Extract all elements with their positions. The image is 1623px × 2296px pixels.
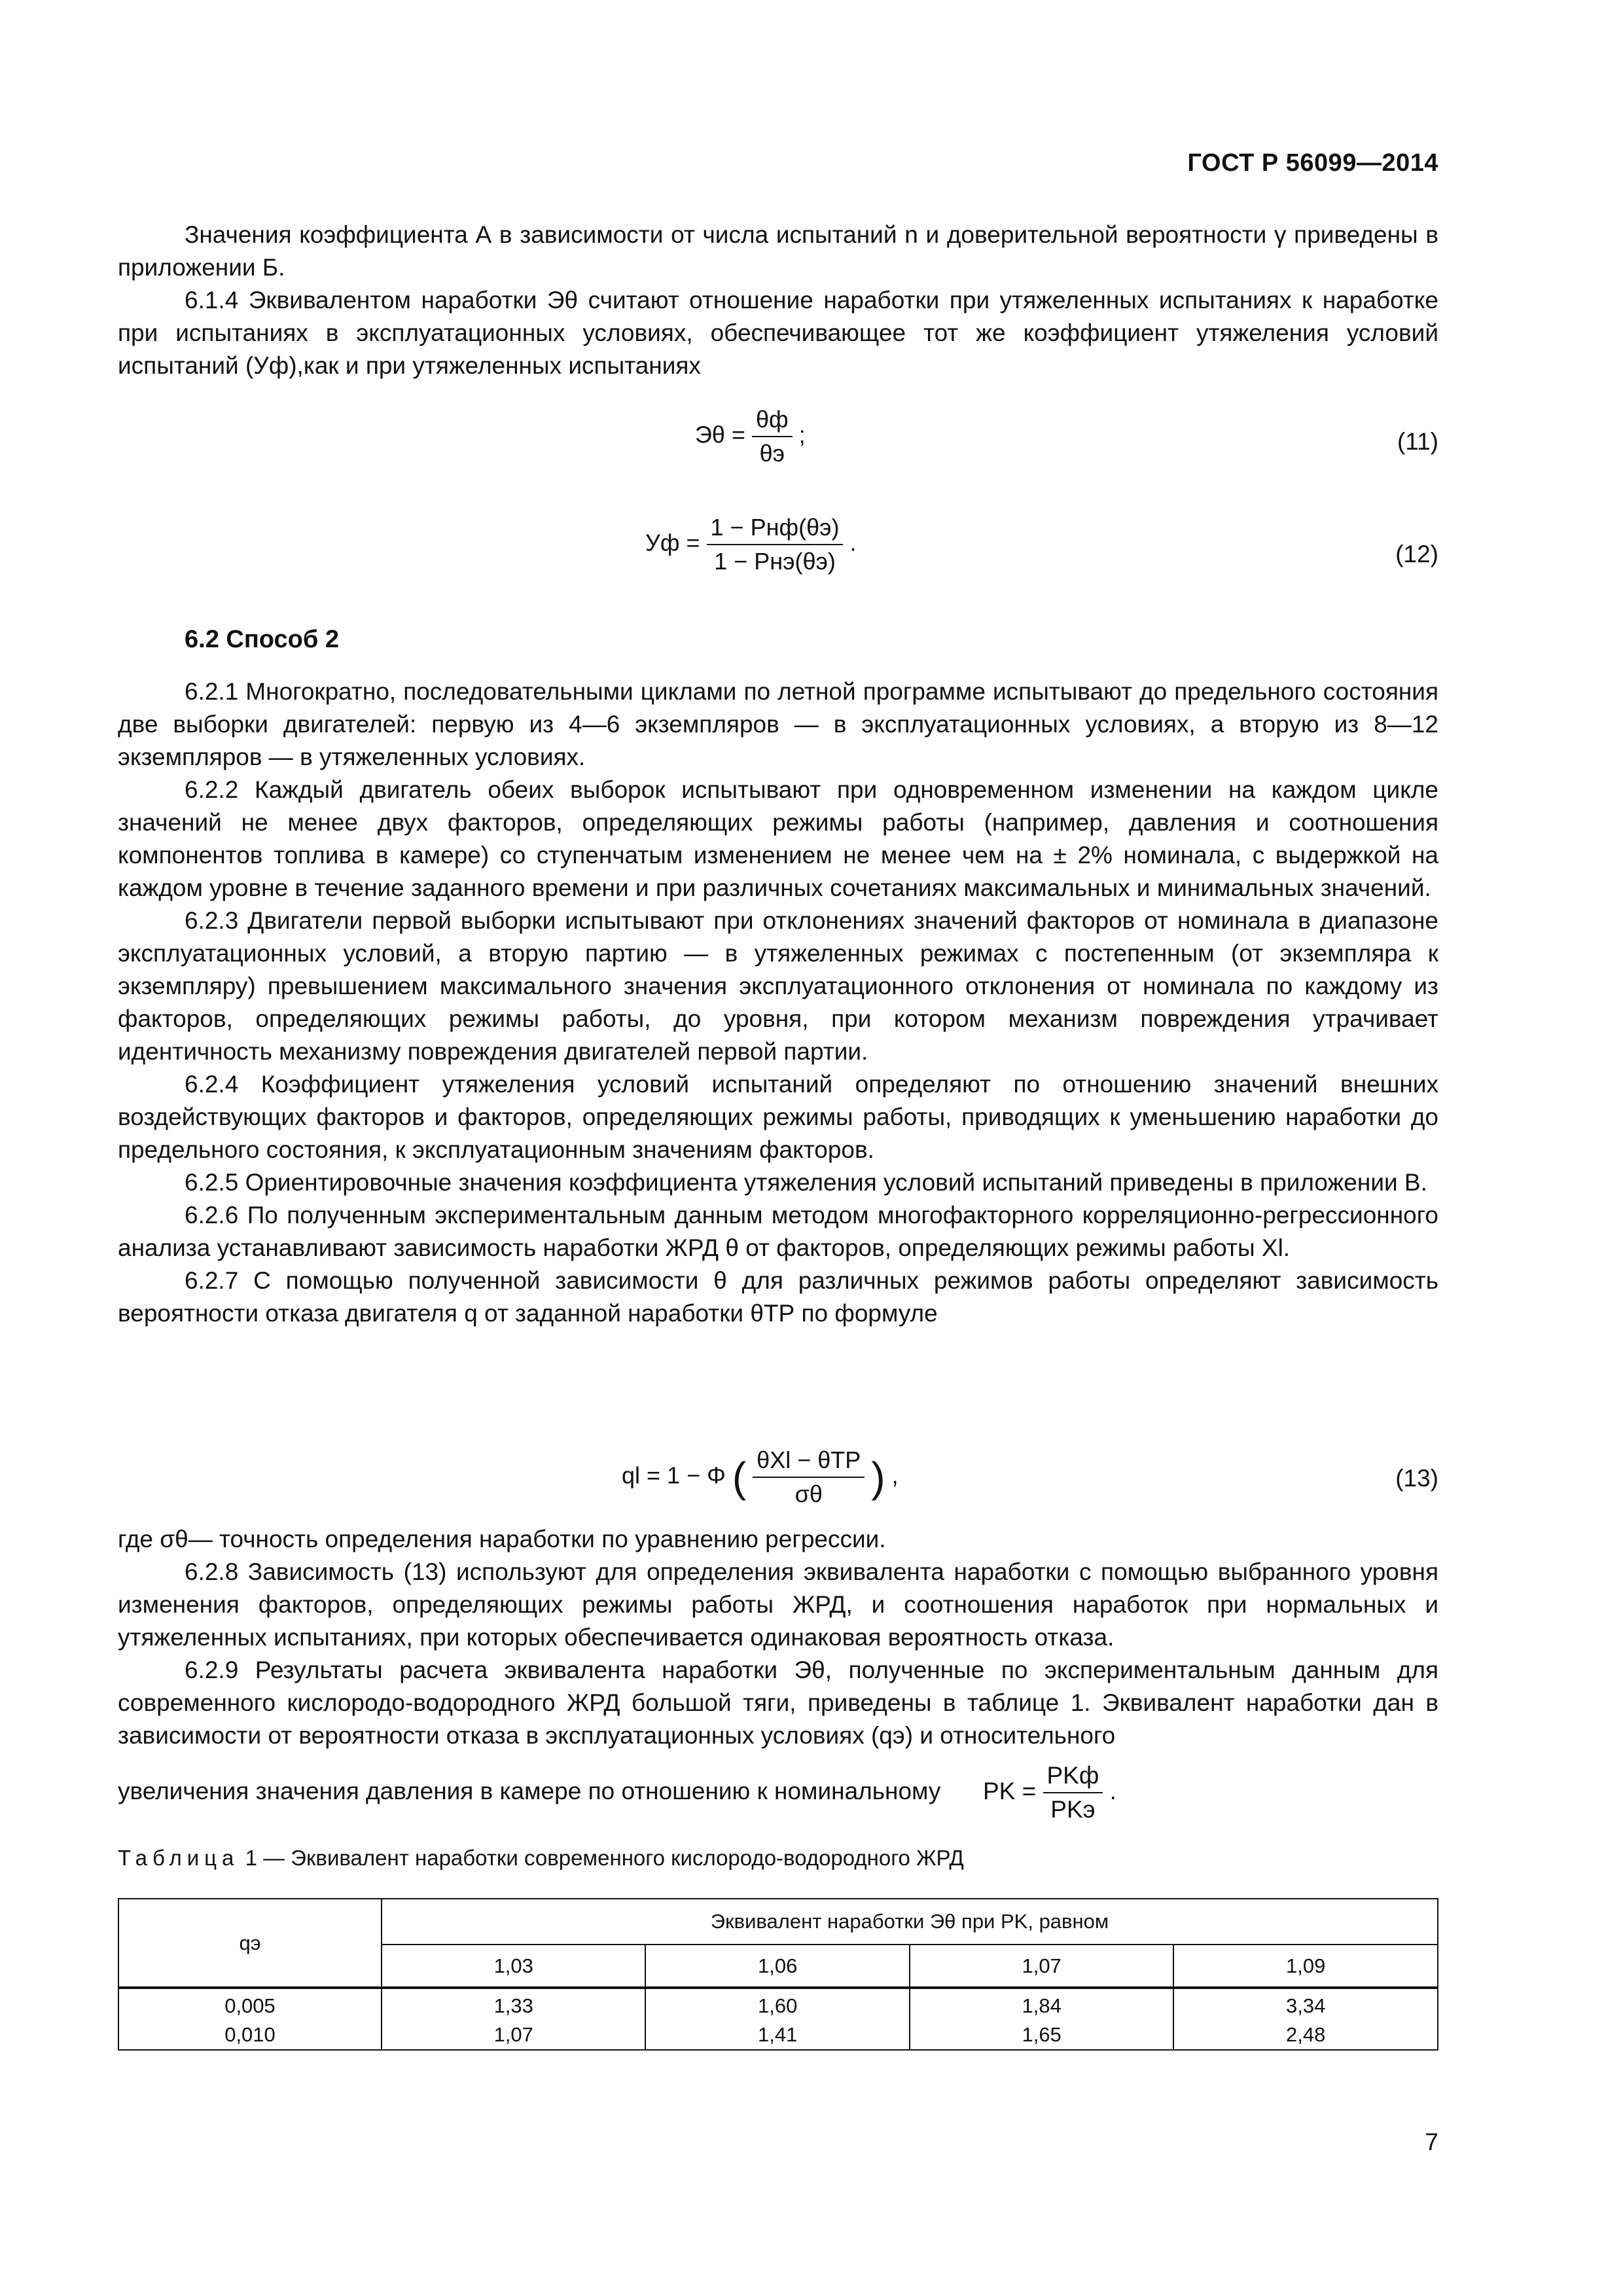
paragraph-6-2-3: 6.2.3 Двигатели первой выборки испытывают при отклонениях значений факторов от номинала в диапазоне эксплуатационных условий, а вторую партию — в утяжеленных режимах с постепенным (от экземпляра к экземпляру) превышением максимального значения эксплуатационного отклонения от номинала по каждому из факторов, определяющих режимы работы, до уровня, при котором механизм повреждения утрачивает идентичность механизму повреждения двигателей первой партии. xyxy=(118,907,1438,1065)
table-col-header: 1,03 xyxy=(382,1945,645,1988)
table-header-row-1 xyxy=(118,1899,1438,1945)
eq11-lhs: Эθ = xyxy=(695,421,745,448)
cell-0-1: 1,60 xyxy=(758,1994,798,2017)
eq12-denominator: 1 − Pнэ(θэ) xyxy=(714,548,836,575)
cell-q-1: 0,010 xyxy=(224,2023,276,2046)
table-col-header: 1,07 xyxy=(910,1945,1173,1988)
cell-1-3: 2,48 xyxy=(1286,2023,1326,2046)
line-pk-relation xyxy=(118,1762,1116,1823)
text-block-lower xyxy=(118,1523,1438,1752)
section-heading: 6.2 Способ 2 xyxy=(185,626,339,653)
eqpk-lhs: PK = xyxy=(982,1777,1037,1804)
table-cell-q xyxy=(118,1988,382,2050)
paragraph-6-2-9: 6.2.9 Результаты расчета эквивалента наработки Эθ, полученные по экспериментальным данным для современного кислородо-водородного ЖРД большой тяги, приведены в таблице 1. Эквивалент наработки дан в зависимости от вероятности отказа в эксплуатационных условиях (qэ) и относительного xyxy=(118,1657,1438,1749)
paragraph-6-2-5: 6.2.5 Ориентировочные значения коэффициента утяжеления условий испытаний приведены в приложении В. xyxy=(185,1169,1427,1196)
text-block-main xyxy=(118,675,1438,1330)
eqpk-fraction xyxy=(1043,1762,1103,1823)
paragraph-6-2-1: 6.2.1 Многократно, последовательными циклами по летной программе испытывают до предельного состояния две выборки двигателей: первую из 4—6 экземпляров — в эксплуатационных условиях, а вторую из 8—12 экземпляров — в утяжеленных условиях. xyxy=(118,678,1438,770)
eqpk-denominator: PKэ xyxy=(1050,1796,1096,1823)
eq11-tail: ; xyxy=(798,421,806,448)
table-group-header: Эквивалент наработки Эθ при PK, равном xyxy=(382,1899,1438,1945)
equation-number-11: (11) xyxy=(1397,428,1438,455)
paragraph-intro: Значения коэффициента А в зависимости от числа испытаний n и доверительной вероятности γ приведены в приложении Б. xyxy=(118,221,1438,281)
paragraph-where: где σθ— точность определения наработки по уравнению регрессии. xyxy=(118,1526,886,1552)
table-col-header: 1,09 xyxy=(1173,1945,1438,1988)
cell-1-2: 1,65 xyxy=(1022,2023,1061,2046)
eq13-fraction xyxy=(753,1446,865,1508)
page-number: 7 xyxy=(1425,2128,1438,2155)
cell-0-2: 1,84 xyxy=(1022,1994,1061,2017)
table-cell xyxy=(910,1988,1173,2050)
eq12-tail: . xyxy=(849,529,857,556)
table-caption xyxy=(118,1846,964,1871)
text-block-top xyxy=(118,219,1438,382)
table-caption-label: Таблица xyxy=(118,1846,240,1870)
table-body-row xyxy=(118,1988,1438,2050)
document-header: ГОСТ Р 56099—2014 xyxy=(1187,149,1438,177)
cell-0-0: 1,33 xyxy=(493,1994,533,2017)
cell-q-0: 0,005 xyxy=(224,1994,276,2017)
eq13-paren-left: ( xyxy=(732,1454,747,1501)
eq11-numerator: θф xyxy=(752,406,793,437)
equation-number-12: (12) xyxy=(1395,541,1438,567)
equation-12 xyxy=(645,514,857,575)
eq13-tail: , xyxy=(891,1462,899,1489)
paragraph-6-2-7: 6.2.7 С помощью полученной зависимости θ для различных режимов работы определяют зависимость вероятности отказа двигателя q от заданной наработки θТР по формуле xyxy=(118,1267,1438,1327)
paragraph-6-2-8: 6.2.8 Зависимость (13) используют для определения эквивалента наработки с помощью выбранного уровня изменения факторов, определяющих режимы работы ЖРД, и соотношения наработок при нормальных и утяжеленных испытаниях, при которых обеспечивается одинаковая вероятность отказа. xyxy=(118,1558,1438,1651)
eq13-numerator: θXl − θТР xyxy=(753,1446,865,1478)
table-cell xyxy=(382,1988,645,2050)
table-cell xyxy=(1173,1988,1438,2050)
table-col-header: 1,06 xyxy=(645,1945,909,1988)
paragraph-6-2-9-tail: увеличения значения давления в камере по отношению к номинальному xyxy=(118,1777,941,1804)
eq13-denominator: σθ xyxy=(794,1480,823,1507)
cell-1-1: 1,41 xyxy=(758,2023,798,2046)
table-cell xyxy=(645,1988,909,2050)
equation-11 xyxy=(695,406,806,467)
equation-number-13: (13) xyxy=(1395,1465,1438,1492)
equation-13 xyxy=(622,1446,899,1508)
eq11-fraction xyxy=(752,406,793,467)
eqpk-tail: . xyxy=(1109,1777,1116,1804)
paragraph-6-2-6: 6.2.6 По полученным экспериментальным данным методом многофакторного корреляционно-регрессионного анализа устанавливают зависимость наработки ЖРД θ от факторов, определяющих режимы работы Xl. xyxy=(118,1202,1438,1261)
eq12-fraction xyxy=(707,514,844,575)
eq12-lhs: Уф = xyxy=(645,529,700,556)
eq13-paren-right: ) xyxy=(871,1454,885,1501)
table-caption-text: 1 — Эквивалент наработки современного кислородо-водородного ЖРД xyxy=(245,1846,964,1870)
paragraph-6-2-2: 6.2.2 Каждый двигатель обеих выборок испытывают при одновременном изменении на каждом цикле значений не менее двух факторов, определяющих режимы работы (например, давления и соотношения компонентов топлива в камере) со ступенчатым изменением не менее чем на ± 2% номинала, с выдержкой на каждом уровне в течение заданного времени и при различных сочетаниях максимальных и минимальных значений. xyxy=(118,776,1438,901)
paragraph-6-2-4: 6.2.4 Коэффициент утяжеления условий испытаний определяют по отношению значений внешних воздействующих факторов и факторов, определяющих режимы работы, приводящих к уменьшению наработки до предельного состояния, к эксплуатационным значениям факторов. xyxy=(118,1071,1438,1163)
eqpk-numerator: PKф xyxy=(1043,1762,1103,1793)
equivalent-table xyxy=(118,1898,1438,2051)
eq11-denominator: θэ xyxy=(759,440,785,467)
cell-1-0: 1,07 xyxy=(493,2023,533,2046)
table-header-q: qэ xyxy=(118,1899,382,1988)
eq13-lhs: ql = 1 − Φ xyxy=(622,1462,726,1489)
paragraph-6-1-4: 6.1.4 Эквивалентом наработки Эθ считают отношение наработки при утяжеленных испытаниях к наработке при испытаниях в эксплуатационных условиях, обеспечивающее тот же коэффициент утяжеления условий испытаний (Уф),как и при утяжеленных испытаниях xyxy=(118,287,1438,379)
eq12-numerator: 1 − Pнф(θэ) xyxy=(707,514,844,545)
cell-0-3: 3,34 xyxy=(1286,1994,1326,2017)
